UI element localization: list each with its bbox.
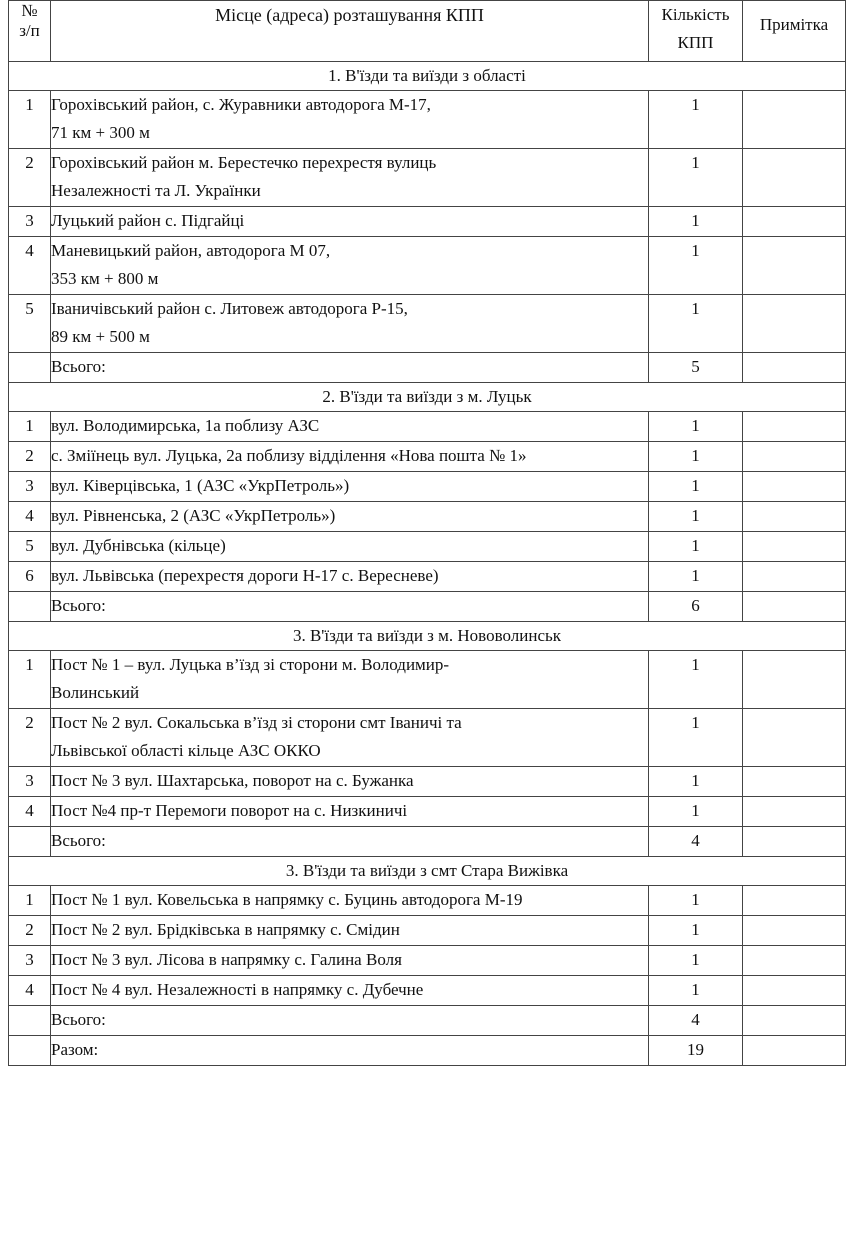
row-location: Пост №4 пр-т Перемоги поворот на с. Низкиничі: [51, 797, 649, 827]
row-note: [743, 797, 846, 827]
row-note: [743, 767, 846, 797]
grand-total-number: [9, 1036, 51, 1066]
row-count: 1: [649, 946, 743, 976]
row-note: [743, 532, 846, 562]
section-title-row: [9, 62, 846, 91]
row-count: 1: [649, 149, 743, 207]
row-note: [743, 502, 846, 532]
row-count: 1: [649, 916, 743, 946]
row-number: 4: [9, 976, 51, 1006]
row-location: Пост № 4 вул. Незалежності в напрямку с. Дубечне: [51, 976, 649, 1006]
table-header-row: [9, 1, 846, 62]
row-location: Пост № 1 вул. Ковельська в напрямку с. Буцинь автодорога М-19: [51, 886, 649, 916]
table-row: [9, 502, 846, 532]
row-number: 3: [9, 946, 51, 976]
row-location: Пост № 3 вул. Шахтарська, поворот на с. Бужанка: [51, 767, 649, 797]
row-note: [743, 295, 846, 353]
row-note: [743, 562, 846, 592]
table-row: [9, 916, 846, 946]
grand-total-note: [743, 1036, 846, 1066]
row-count: 1: [649, 976, 743, 1006]
row-note: [743, 472, 846, 502]
row-count: 1: [649, 886, 743, 916]
row-number: 1: [9, 651, 51, 709]
table-row: [9, 797, 846, 827]
row-location: Пост № 3 вул. Лісова в напрямку с. Галина Воля: [51, 946, 649, 976]
row-number: 3: [9, 472, 51, 502]
grand-total-value: 19: [649, 1036, 743, 1066]
total-count: 4: [649, 827, 743, 857]
row-location: вул. Львівська (перехрестя дороги Н-17 с. Вересневе): [51, 562, 649, 592]
total-label: Всього:: [51, 1006, 649, 1036]
row-location: вул. Дубнівська (кільце): [51, 532, 649, 562]
row-number: 4: [9, 502, 51, 532]
section-title: 3. В'їзди та виїзди з смт Стара Вижівка: [9, 857, 846, 886]
table-row: [9, 149, 846, 207]
total-count: 4: [649, 1006, 743, 1036]
row-note: [743, 946, 846, 976]
total-label: Всього:: [51, 353, 649, 383]
table-row: [9, 295, 846, 353]
row-count: 1: [649, 472, 743, 502]
header-count: Кількість КПП: [649, 1, 743, 62]
row-count: 1: [649, 91, 743, 149]
section-title: 1. В'їзди та виїзди з області: [9, 62, 846, 91]
row-number: 1: [9, 91, 51, 149]
header-note: Примітка: [743, 1, 846, 62]
row-number: 1: [9, 886, 51, 916]
total-number: [9, 592, 51, 622]
table-row: [9, 651, 846, 709]
row-location: Пост № 2 вул. Сокальська в’їзд зі сторони смт Іваничі та Львівської області кільце АЗС ОККО: [51, 709, 649, 767]
row-location: Горохівський район, с. Журавники автодорога М-17, 71 км + 300 м: [51, 91, 649, 149]
row-note: [743, 149, 846, 207]
row-location: с. Зміїнець вул. Луцька, 2а поблизу відділення «Нова пошта № 1»: [51, 442, 649, 472]
row-number: 6: [9, 562, 51, 592]
row-number: 5: [9, 295, 51, 353]
section-title-row: [9, 622, 846, 651]
row-number: 2: [9, 149, 51, 207]
row-location: вул. Рівненська, 2 (АЗС «УкрПетроль»): [51, 502, 649, 532]
row-count: 1: [649, 502, 743, 532]
row-count: 1: [649, 237, 743, 295]
header-number: [9, 1, 51, 62]
table-row: [9, 237, 846, 295]
table-row: [9, 442, 846, 472]
total-number: [9, 1006, 51, 1036]
table-body: [9, 62, 846, 1066]
total-count: 6: [649, 592, 743, 622]
row-location: Горохівський район м. Берестечко перехрестя вулиць Незалежності та Л. Українки: [51, 149, 649, 207]
section-title-row: [9, 857, 846, 886]
section-title-row: [9, 383, 846, 412]
header-location: Місце (адреса) розташування КПП: [51, 1, 649, 62]
table-row: [9, 886, 846, 916]
row-note: [743, 412, 846, 442]
row-note: [743, 709, 846, 767]
table-row: [9, 709, 846, 767]
table-row: [9, 412, 846, 442]
row-location: Пост № 1 – вул. Луцька в’їзд зі сторони м. Володимир- Волинський: [51, 651, 649, 709]
row-location: Пост № 2 вул. Брідківська в напрямку с. Смідин: [51, 916, 649, 946]
total-number: [9, 353, 51, 383]
row-number: 4: [9, 237, 51, 295]
table-row: [9, 207, 846, 237]
row-note: [743, 886, 846, 916]
row-count: 1: [649, 532, 743, 562]
row-location: вул. Володимирська, 1а поблизу АЗС: [51, 412, 649, 442]
header-number-line2: з/п: [19, 21, 40, 40]
table-row: [9, 767, 846, 797]
row-count: 1: [649, 651, 743, 709]
row-count: 1: [649, 412, 743, 442]
row-note: [743, 442, 846, 472]
grand-total-label: Разом:: [51, 1036, 649, 1066]
row-count: 1: [649, 295, 743, 353]
row-number: 1: [9, 412, 51, 442]
row-note: [743, 651, 846, 709]
total-note: [743, 353, 846, 383]
grand-total-row: [9, 1036, 846, 1066]
row-number: 5: [9, 532, 51, 562]
row-count: 1: [649, 442, 743, 472]
row-location: Іваничівський район с. Литовеж автодорога Р-15, 89 км + 500 м: [51, 295, 649, 353]
row-location: Луцький район с. Підгайці: [51, 207, 649, 237]
row-count: 1: [649, 709, 743, 767]
section-title: 3. В'їзди та виїзди з м. Нововолинськ: [9, 622, 846, 651]
row-note: [743, 976, 846, 1006]
total-count: 5: [649, 353, 743, 383]
total-number: [9, 827, 51, 857]
section-total-row: [9, 1006, 846, 1036]
row-number: 2: [9, 916, 51, 946]
table-row: [9, 532, 846, 562]
row-number: 4: [9, 797, 51, 827]
row-count: 1: [649, 797, 743, 827]
table-row: [9, 976, 846, 1006]
section-total-row: [9, 827, 846, 857]
table-row: [9, 91, 846, 149]
row-note: [743, 237, 846, 295]
row-note: [743, 916, 846, 946]
row-number: 2: [9, 709, 51, 767]
table-row: [9, 946, 846, 976]
section-total-row: [9, 592, 846, 622]
row-note: [743, 207, 846, 237]
total-label: Всього:: [51, 827, 649, 857]
row-count: 1: [649, 767, 743, 797]
row-number: 3: [9, 767, 51, 797]
total-note: [743, 592, 846, 622]
row-count: 1: [649, 207, 743, 237]
table-row: [9, 562, 846, 592]
row-note: [743, 91, 846, 149]
row-location: вул. Ківерцівська, 1 (АЗС «УкрПетроль»): [51, 472, 649, 502]
table-row: [9, 472, 846, 502]
header-number-line1: №: [21, 1, 38, 20]
checkpoints-table: [8, 0, 846, 1066]
total-note: [743, 1006, 846, 1036]
section-total-row: [9, 353, 846, 383]
row-location: Маневицький район, автодорога М 07, 353 км + 800 м: [51, 237, 649, 295]
total-note: [743, 827, 846, 857]
row-number: 3: [9, 207, 51, 237]
row-number: 2: [9, 442, 51, 472]
row-count: 1: [649, 562, 743, 592]
section-title: 2. В'їзди та виїзди з м. Луцьк: [9, 383, 846, 412]
total-label: Всього:: [51, 592, 649, 622]
